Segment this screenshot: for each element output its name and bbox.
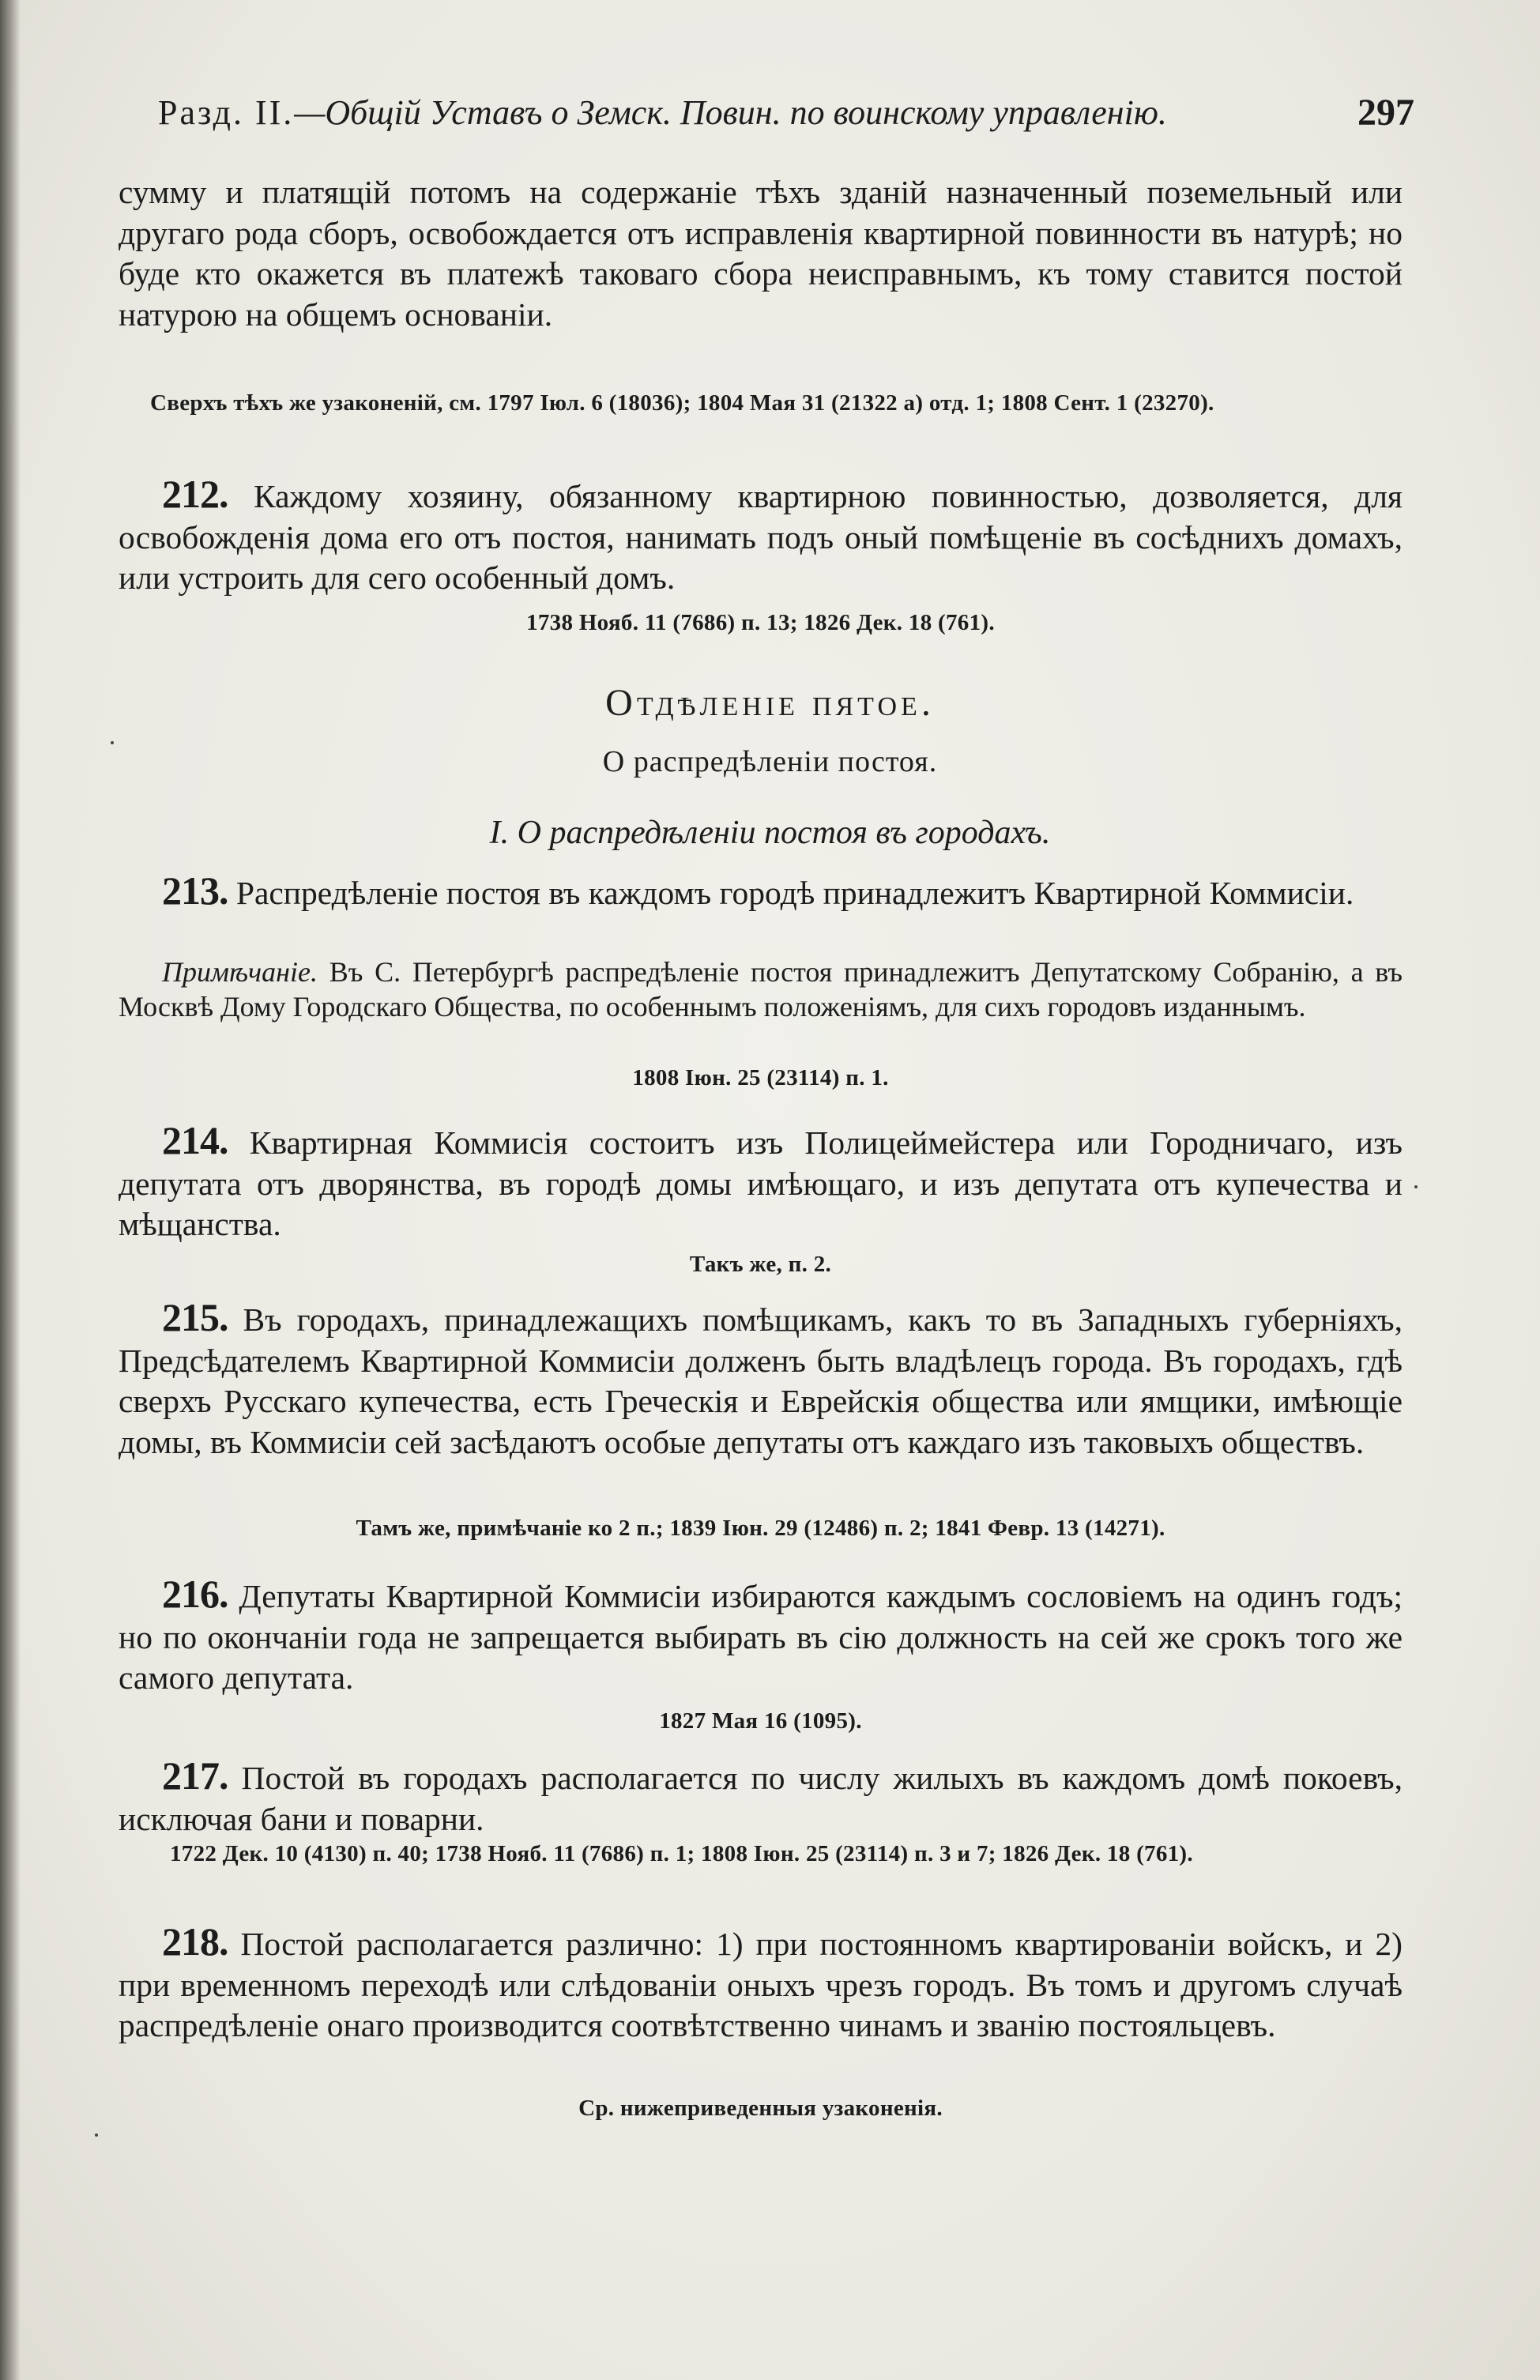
subsection-title: I. О распредѣленіи постоя въ городахъ. — [489, 815, 1051, 851]
paragraph-continued: сумму и платящій потомъ на содержаніе тѣхъ зданій назначенный поземельный или другаго рода сборъ, освобождается отъ исправленія квартирной повинности въ натурѣ; но буде кто окажется въ платежѣ таковаго сбора неисправнымъ, къ тому ставится постой натурою на общемъ основаніи. — [119, 174, 1403, 333]
citation: 1722 Дек. 10 (4130) п. 40; 1738 Нояб. 11 (7686) п. 1; 1808 Іюн. 25 (23114) п. 3 и 7; 1826 Дек. 18 (761). — [170, 1841, 1193, 1866]
scan-speck — [1414, 1185, 1418, 1188]
book-spine-shadow — [0, 0, 21, 2380]
article-number: 218. — [162, 1919, 228, 1964]
citation: Такъ же, п. 2. — [689, 1252, 832, 1277]
scan-speck — [111, 741, 114, 744]
article-number: 212. — [162, 472, 228, 516]
article-218: 218. Постой располагается различно: 1) при постоянномъ квартированіи войскъ, и 2) при временномъ переходѣ или слѣдованіи оныхъ чрезъ городъ. Въ томъ и другомъ случаѣ распредѣленіе онаго производится соотвѣтственно чинамъ и званію постояльцевъ. — [119, 1919, 1403, 2043]
citation: 1827 Мая 16 (1095). — [659, 1708, 862, 1734]
scan-speck — [95, 2133, 98, 2137]
citation: Ср. нижеприведенныя узаконенія. — [578, 2096, 943, 2121]
citation: Тамъ же, примѣчаніе ко 2 п.; 1839 Іюн. 29 (12486) п. 2; 1841 Февр. 13 (14271). — [356, 1516, 1165, 1541]
note-213: Примѣчаніе. Въ С. Петербургѣ распредѣленіе постоя принадлежитъ Депутатскому Собранію, а въ Москвѣ Дому Городскаго Общества, по особеннымъ положеніямъ, для сихъ городовъ изданнымъ. — [119, 956, 1403, 1022]
article-217: 217. Постой въ городахъ располагается по числу жилыхъ въ каждомъ домѣ покоевъ, исключая бани и поварни. — [119, 1753, 1403, 1837]
article-number: 217. — [162, 1753, 228, 1798]
running-head — [158, 88, 1414, 137]
division-title: Отдѣленіе пятое. — [605, 682, 935, 724]
article-215: 215. Въ городахъ, принадлежащихъ помѣщикамъ, какъ то въ Западныхъ губерніяхъ, Предсѣдателемъ Квартирной Коммисіи долженъ быть владѣлецъ города. Въ городахъ, гдѣ сверхъ Русскаго купечества, есть Греческія и Еврейскія общества или ямщики, имѣющіе домы, въ Коммисіи сей засѣдаютъ особые депутаты отъ каждаго изъ таковыхъ обществъ. — [119, 1295, 1403, 1460]
article-214: 214. Квартирная Коммисія состоитъ изъ Полицеймейстера или Городничаго, изъ депутата отъ дворянства, въ городѣ домы имѣющаго, и изъ депутата отъ купечества и мѣщанства. — [119, 1118, 1403, 1242]
citation: 1738 Нояб. 11 (7686) п. 13; 1826 Дек. 18 (761). — [526, 610, 995, 635]
article-number: 213. — [162, 868, 228, 913]
page-number: 297 — [1357, 92, 1414, 134]
division-subtitle: О распредѣленіи постоя. — [602, 745, 938, 778]
article-213: 213. Распредѣленіе постоя въ каждомъ городѣ принадлежитъ Квартирной Коммисіи. — [162, 868, 1354, 913]
article-number: 215. — [162, 1295, 228, 1339]
article-number: 216. — [162, 1572, 228, 1616]
article-number: 214. — [162, 1118, 228, 1162]
article-216: 216. Депутаты Квартирной Коммисіи избираются каждымъ сословіемъ на одинъ годъ; но по окончаніи года не запрещается выбирать въ сію должность на сей же срокъ того же самого депутата. — [119, 1572, 1403, 1696]
article-212: 212. Каждому хозяину, обязанному квартирною повинностью, дозволяется, для освобожденія дома его отъ постоя, нанимать подъ оный помѣщеніе въ сосѣднихъ домахъ, или устроить для сего особенный домъ. — [119, 472, 1403, 596]
note-label: Примѣчаніе. — [162, 956, 318, 988]
citation: 1808 Іюн. 25 (23114) п. 1. — [632, 1065, 889, 1090]
running-head-title: Разд. II.—Общій Уставъ о Земск. Повин. по воинскому управленію. — [158, 93, 1167, 132]
citation: Сверхъ тѣхъ же узаконеній, см. 1797 Іюл. 6 (18036); 1804 Мая 31 (21322 а) отд. 1; 1808 Сент. 1 (23270). — [150, 390, 1214, 416]
